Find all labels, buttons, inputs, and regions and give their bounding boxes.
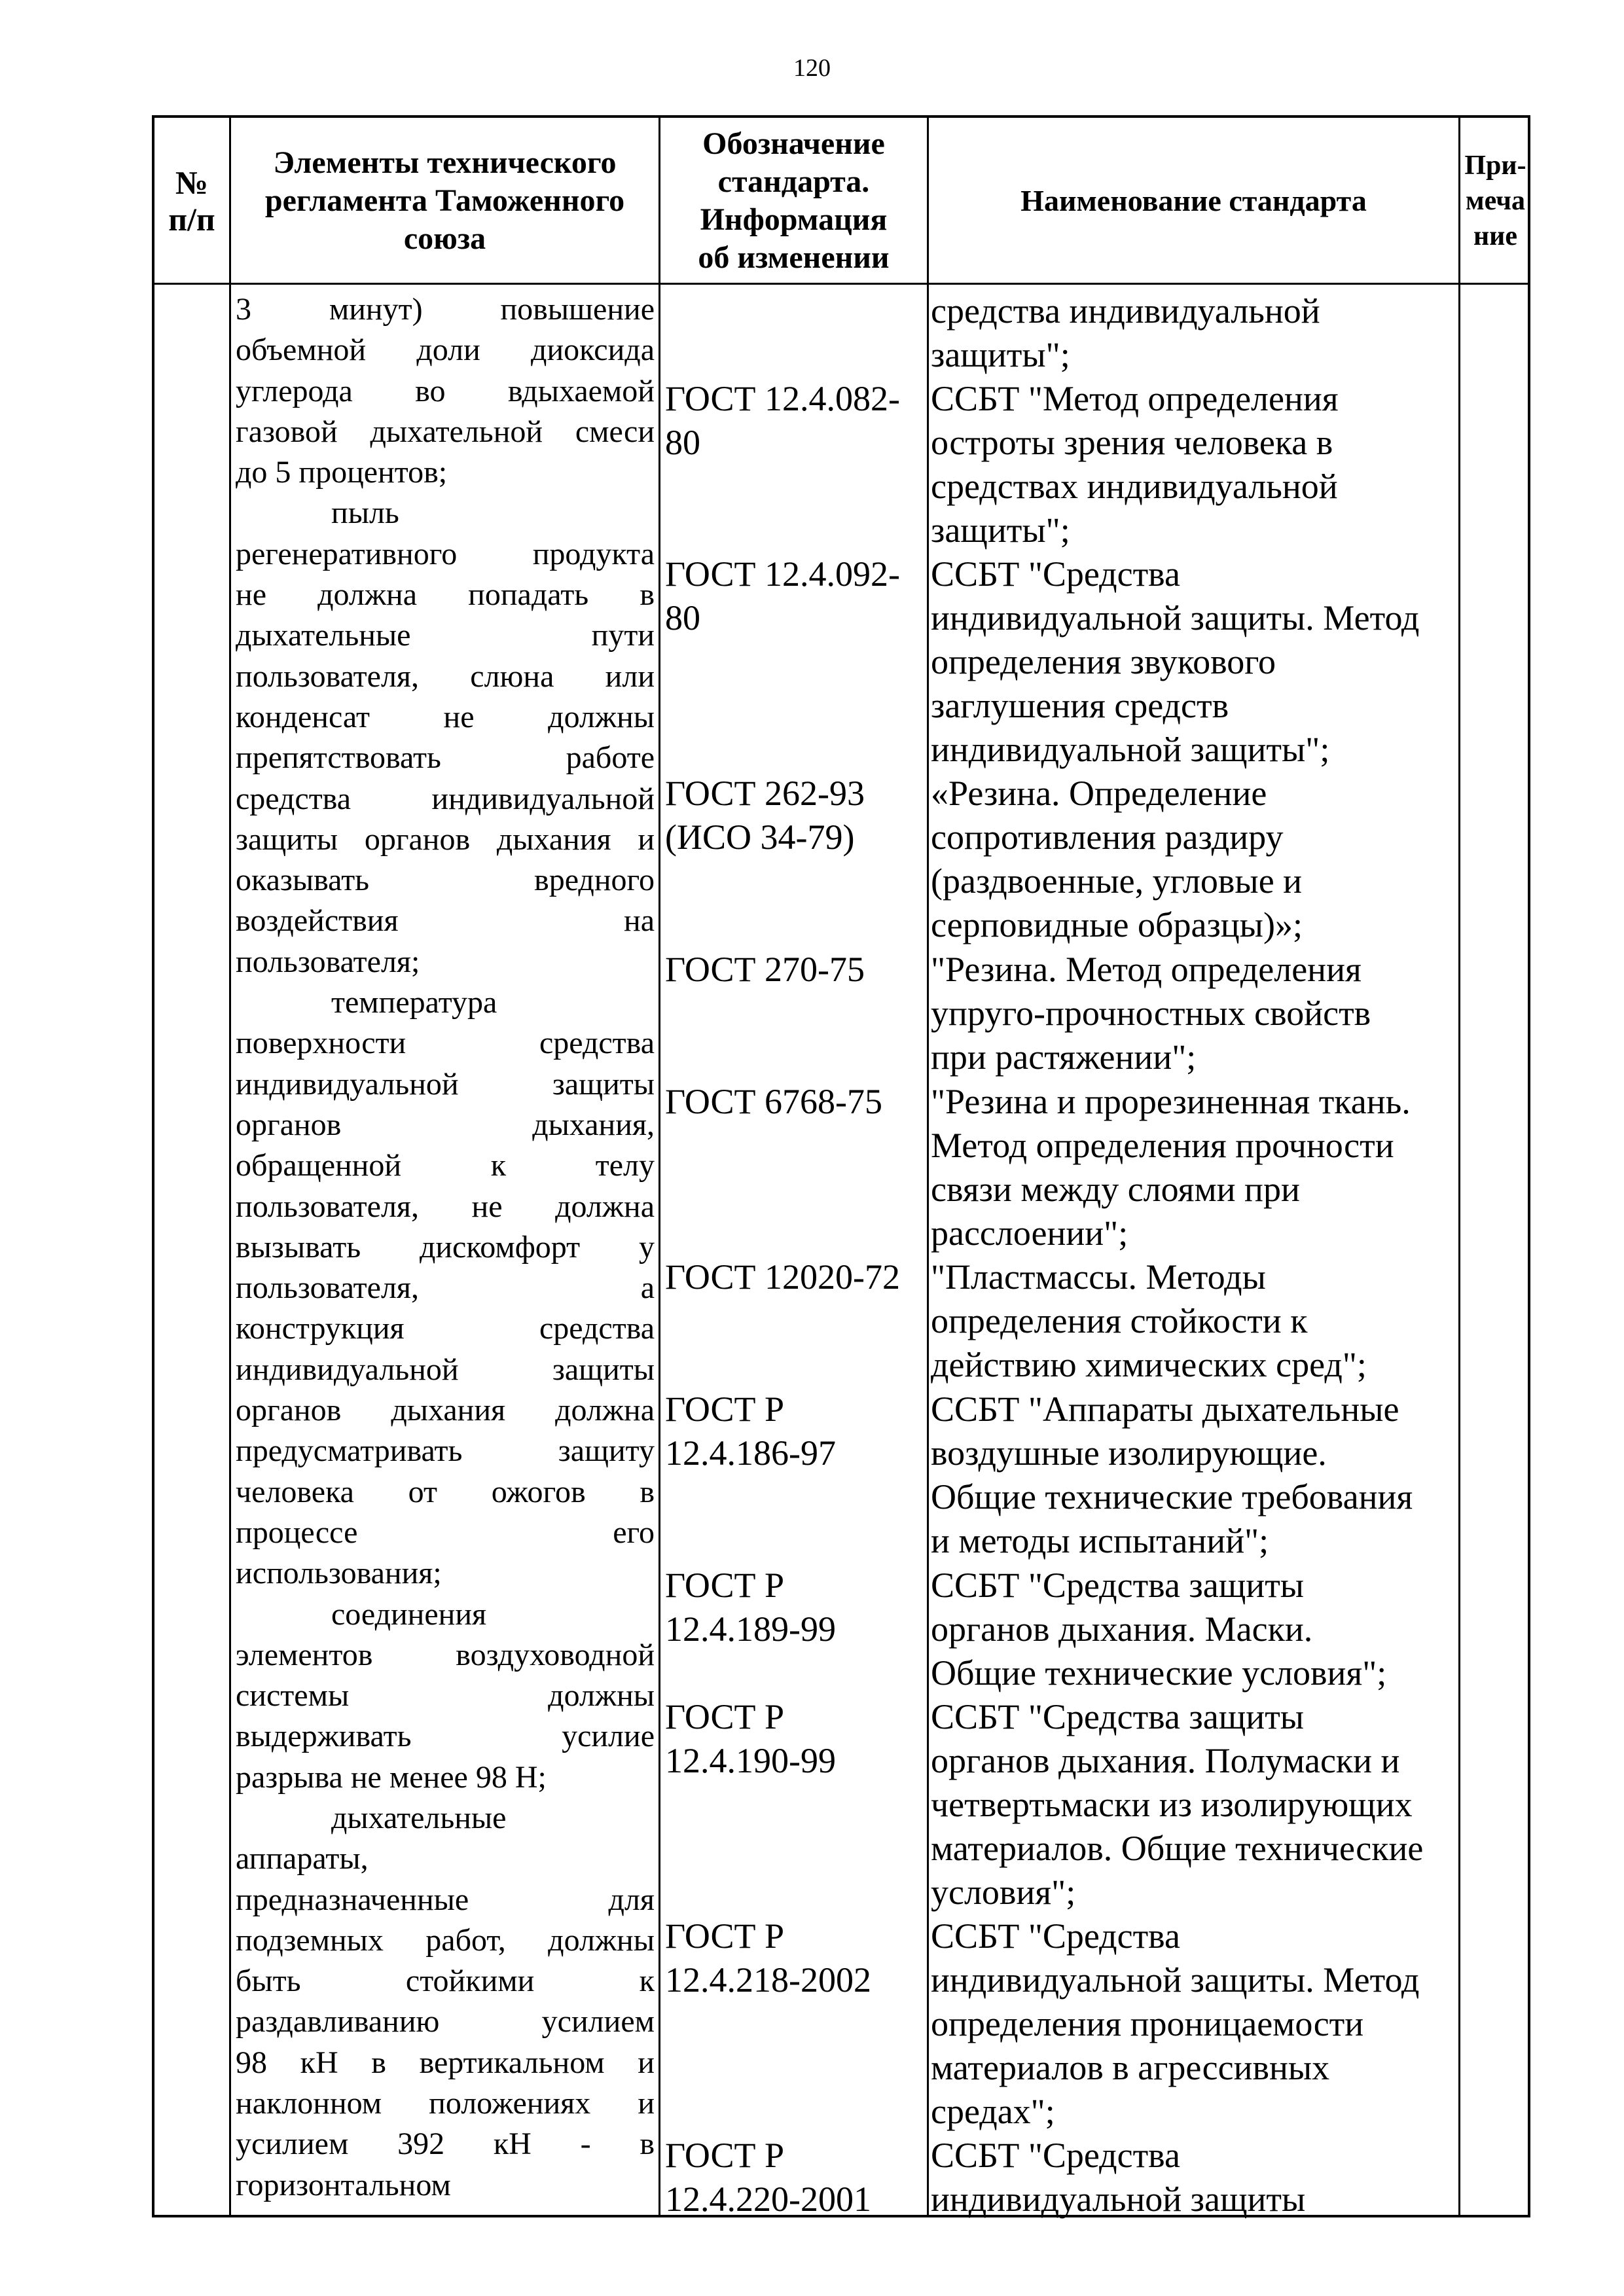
requirement-line: препятствовать работе	[236, 740, 655, 776]
standard-designation: ГОСТ Р 12.4.190-99	[665, 1697, 836, 1780]
standard-name: ССБТ "Средства индивидуальной защиты	[931, 2136, 1306, 2219]
requirement-line: объемной доли диоксида	[236, 332, 655, 368]
standard-name: "Резина и прорезиненная ткань. Метод определения прочности связи между слоями при расслоении";	[931, 1082, 1411, 1253]
standard-name: ССБТ "Метод определения остроты зрения человека в средствах индивидуальной защиты";	[931, 379, 1339, 550]
requirement-line: системы должны	[236, 1678, 655, 1713]
requirement-line: органов дыхания,	[236, 1107, 655, 1142]
requirement-line: температура	[331, 985, 497, 1020]
standard-name: средства индивидуальной защиты";	[931, 291, 1320, 374]
requirement-line: пользователя;	[236, 944, 420, 979]
requirement-line: конденсат не должны	[236, 699, 655, 734]
column-divider	[927, 118, 929, 2215]
requirement-line: вызывать дискомфорт у	[236, 1229, 655, 1265]
header-designation: Обозначение стандарта. Информация об изменении	[698, 126, 890, 275]
requirement-line: индивидуальной защиты	[236, 1352, 655, 1387]
requirement-line: соединения	[331, 1596, 487, 1632]
requirement-line: выдерживать усилие	[236, 1719, 655, 1754]
requirement-line: углерода во вдыхаемой	[236, 373, 655, 408]
standard-name: ССБТ "Средства защиты органов дыхания. Маски. Общие технические условия";	[931, 1566, 1387, 1693]
standard-designation: ГОСТ 6768-75	[665, 1082, 883, 1121]
requirement-line: разрыва не менее 98 Н;	[236, 1759, 547, 1795]
requirement-line: горизонтальном	[236, 2167, 451, 2202]
column-divider	[659, 118, 660, 2215]
header-number: № п/п	[168, 164, 215, 238]
header-note: При- меча ние	[1464, 151, 1526, 251]
requirement-line: газовой дыхательной смеси	[236, 414, 655, 449]
column-divider	[229, 118, 231, 2215]
requirement-line: органов дыхания должна	[236, 1393, 655, 1428]
requirement-line: усилием 392 кН - в	[236, 2126, 655, 2162]
standard-designation: ГОСТ Р 12.4.218-2002	[665, 1916, 871, 2000]
requirement-line: человека от ожогов в	[236, 1474, 655, 1509]
requirement-line: 98 кН в вертикальном и	[236, 2045, 655, 2080]
standard-designation: ГОСТ Р 12.4.220-2001	[665, 2136, 871, 2219]
column-divider	[1458, 118, 1460, 2215]
standard-designation: ГОСТ Р 12.4.186-97	[665, 1390, 836, 1473]
requirement-line: воздействия на	[236, 903, 655, 939]
requirement-line: быть стойкими к	[236, 1964, 655, 1999]
requirement-line: подземных работ, должны	[236, 1922, 655, 1958]
standard-designation: ГОСТ 262-93 (ИСО 34-79)	[665, 774, 865, 857]
requirement-line: раздавливанию усилием	[236, 2004, 655, 2039]
header-name: Наименование стандарта	[1020, 184, 1367, 217]
standard-name: ССБТ "Средства индивидуальной защиты. Метод определения проницаемости материалов в агрессивных средах";	[931, 1916, 1420, 2131]
requirement-line: пользователя, не должна	[236, 1189, 655, 1224]
standard-name: ССБТ "Средства защиты органов дыхания. Полумаски и четвертьмаски из изолирующих материалов. Общие технические условия";	[931, 1697, 1424, 1912]
standard-name: «Резина. Определение сопротивления раздиру (раздвоенные, угловые и серповидные образцы)»;	[931, 774, 1303, 944]
requirement-line: индивидуальной защиты	[236, 1066, 655, 1102]
requirement-line: до 5 процентов;	[236, 455, 448, 490]
standard-name: ССБТ "Аппараты дыхательные воздушные изолирующие. Общие технические требования и методы испытаний";	[931, 1390, 1413, 1560]
requirement-line: предназначенные для	[236, 1882, 655, 1917]
requirement-line: элементов воздуховодной	[236, 1637, 655, 1672]
page-number: 120	[793, 54, 831, 82]
standard-name: "Резина. Метод определения упруго-прочностных свойств при растяжении";	[931, 950, 1371, 1077]
standards-table	[152, 115, 1530, 2217]
requirement-line: процессе его	[236, 1515, 655, 1550]
header-elements: Элементы технического регламента Таможенного союза	[264, 145, 625, 256]
requirement-line: 3 минут) повышение	[236, 292, 655, 327]
requirement-line: дыхательные пути	[236, 618, 655, 653]
requirement-line: поверхности средства	[236, 1026, 655, 1061]
requirement-line: оказывать вредного	[236, 863, 655, 898]
standard-designation: ГОСТ 12020-72	[665, 1257, 901, 1297]
standard-designation: ГОСТ 12.4.082- 80	[665, 379, 901, 462]
standard-name: ССБТ "Средства индивидуальной защиты. Метод определения звукового заглушения средств индивидуальной защиты";	[931, 554, 1420, 769]
requirement-line: пользователя, а	[236, 1270, 655, 1306]
requirement-line: использования;	[236, 1556, 442, 1591]
requirement-line: пыль	[331, 495, 399, 531]
requirement-line: наклонном положениях и	[236, 2086, 655, 2121]
requirement-line: средства индивидуальной	[236, 781, 655, 816]
requirement-line: предусматривать защиту	[236, 1433, 655, 1469]
standard-designation: ГОСТ Р 12.4.189-99	[665, 1566, 836, 1649]
requirement-line: регенеративного продукта	[236, 536, 655, 571]
requirement-line: конструкция средства	[236, 1311, 655, 1346]
requirement-line: пользователя, слюна или	[236, 658, 655, 694]
requirement-line: не должна попадать в	[236, 577, 655, 613]
standard-designation: ГОСТ 12.4.092- 80	[665, 554, 901, 637]
standard-name: "Пластмассы. Методы определения стойкости к действию химических сред";	[931, 1257, 1367, 1384]
requirement-line: обращенной к телу	[236, 1148, 655, 1183]
requirements-text	[236, 289, 655, 2206]
requirement-line: аппараты,	[236, 1841, 369, 1876]
requirement-line: дыхательные	[331, 1800, 507, 1835]
requirement-line: защиты органов дыхания и	[236, 821, 655, 857]
standard-designation: ГОСТ 270-75	[665, 950, 865, 989]
